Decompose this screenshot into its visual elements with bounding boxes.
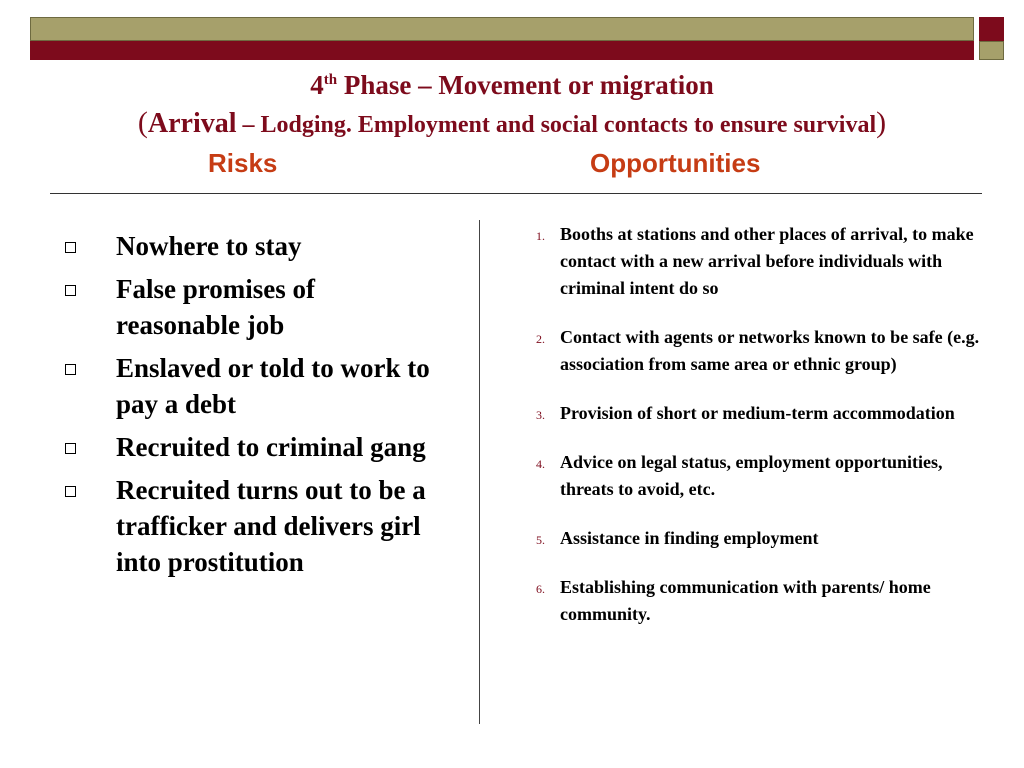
item-number: 2. xyxy=(536,332,545,346)
subtitle-arrival: Arrival xyxy=(147,108,237,139)
list-item xyxy=(536,324,986,378)
opportunity-text: Assistance in finding employment xyxy=(560,528,819,548)
risks-list xyxy=(60,228,440,587)
list-item xyxy=(60,350,440,422)
square-bullet-icon xyxy=(65,443,76,454)
list-item xyxy=(536,400,986,427)
item-number: 6. xyxy=(536,582,545,596)
horizontal-divider xyxy=(50,193,982,194)
list-item xyxy=(60,228,440,264)
phase-suffix: th xyxy=(323,72,338,88)
risks-heading: Risks xyxy=(208,148,278,178)
opportunities-list xyxy=(536,221,986,650)
slide-subtitle xyxy=(0,103,1024,145)
vertical-divider xyxy=(479,220,480,724)
opportunity-text: Provision of short or medium-term accommodation xyxy=(560,403,955,423)
header-bar-maroon xyxy=(30,41,974,60)
close-paren: ) xyxy=(876,106,887,139)
opportunities-heading: Opportunities xyxy=(590,148,761,178)
list-item xyxy=(536,449,986,503)
risk-text: Recruited turns out to be a trafficker and delivers girl into prostitution xyxy=(116,475,426,577)
list-item xyxy=(536,525,986,552)
header-square-maroon xyxy=(979,17,1004,41)
phase-number: 4 xyxy=(310,70,324,100)
opportunity-text: Advice on legal status, employment opportunities, threats to avoid, etc. xyxy=(560,452,943,499)
list-item xyxy=(536,574,986,628)
header-bar-olive xyxy=(30,17,974,41)
item-number: 5. xyxy=(536,533,545,547)
item-number: 1. xyxy=(536,229,545,243)
opportunity-text: Booths at stations and other places of arrival, to make contact with a new arrival before individuals with criminal intent do so xyxy=(560,224,974,298)
square-bullet-icon xyxy=(65,364,76,375)
opportunity-text: Establishing communication with parents/ home community. xyxy=(560,577,931,624)
header-square-olive xyxy=(979,41,1004,60)
opportunity-text: Contact with agents or networks known to be safe (e.g. association from same area or ethnic group) xyxy=(560,327,980,374)
risk-text: Recruited to criminal gang xyxy=(116,432,426,462)
risk-text: Enslaved or told to work to pay a debt xyxy=(116,353,430,419)
item-number: 3. xyxy=(536,408,545,422)
item-number: 4. xyxy=(536,457,545,471)
square-bullet-icon xyxy=(65,486,76,497)
square-bullet-icon xyxy=(65,242,76,253)
list-item xyxy=(60,472,440,580)
risk-text: Nowhere to stay xyxy=(116,231,302,261)
open-paren: ( xyxy=(137,106,148,139)
list-item xyxy=(60,429,440,465)
square-bullet-icon xyxy=(65,285,76,296)
slide-title xyxy=(0,60,1024,105)
risk-text: False promises of reasonable job xyxy=(116,274,315,340)
title-text: Phase – Movement or migration xyxy=(343,70,714,100)
list-item xyxy=(536,221,986,302)
list-item xyxy=(60,271,440,343)
subtitle-text: – Lodging. Employment and social contacts to ensure survival xyxy=(236,112,877,138)
